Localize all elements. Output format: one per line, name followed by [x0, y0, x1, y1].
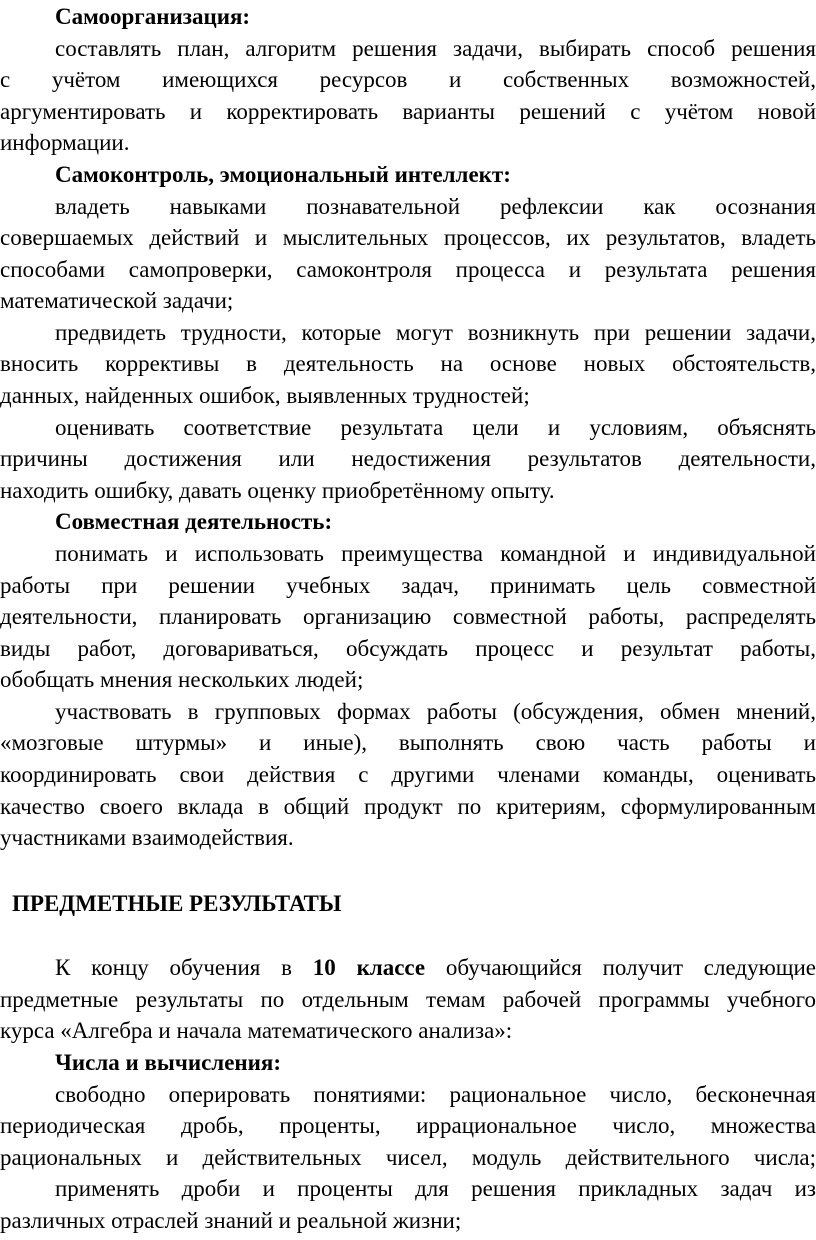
text-line: курса «Алгебра и начала математического анализа»: [0, 1018, 513, 1044]
intro-grade: 10 классе [312, 955, 426, 981]
text-line: участвовать в групповых формах работы (обсуждения, обмен мнений, [55, 698, 816, 724]
text-line: деятельности, планировать организацию совместной работы, распределять [0, 604, 816, 630]
heading-joint-activity: Совместная деятельность: [55, 509, 333, 535]
text-line: с учётом имеющихся ресурсов и собственных возможностей, [0, 67, 816, 93]
intro-line [0, 951, 816, 985]
text-line: понимать и использовать преимущества командной и индивидуальной [55, 540, 816, 566]
text-line: рациональных и действительных чисел, модуль действительного числа; [0, 1144, 816, 1170]
text-line: информации. [0, 130, 130, 156]
text-line: работы при решении учебных задач, принимать цель совместной [0, 572, 816, 598]
text-line: применять дроби и проценты для решения прикладных задач из [55, 1176, 816, 1202]
text-line: математической задачи; [0, 288, 234, 314]
text-line: обобщать мнения нескольких людей; [0, 667, 364, 693]
section-title-subject-results: ПРЕДМЕТНЫЕ РЕЗУЛЬТАТЫ [12, 891, 342, 917]
text-line: свободно оперировать понятиями: рациональное число, бесконечная [55, 1081, 816, 1107]
text-line: способами самопроверки, самоконтроля процесса и результата решения [0, 256, 816, 282]
text-line: находить ошибку, давать оценку приобретённому опыту. [0, 477, 555, 503]
intro-text-c: обучающийся получит следующие [425, 955, 816, 981]
text-line: владеть навыками познавательной рефлексии как осознания [55, 193, 816, 219]
heading-numbers: Числа и вычисления: [55, 1050, 282, 1076]
text-line: вносить коррективы в деятельность на основе новых обстоятельств, [0, 351, 816, 377]
text-line: координировать свои действия с другими членами команды, оценивать [0, 762, 816, 788]
intro-text-a: К концу обучения в [55, 955, 313, 981]
text-line: аргументировать и корректировать варианты решений с учётом новой [0, 98, 816, 124]
text-line: участниками взаимодействия. [0, 825, 294, 851]
text-line: данных, найденных ошибок, выявленных трудностей; [0, 383, 530, 409]
text-line: периодическая дробь, проценты, иррациональное число, множества [0, 1113, 816, 1139]
text-line: виды работ, договариваться, обсуждать процесс и результат работы, [0, 635, 816, 661]
text-line: причины достижения или недостижения результатов деятельности, [0, 446, 816, 472]
text-line: «мозговые штурмы» и иные), выполнять свою часть работы и [0, 730, 816, 756]
text-line: оценивать соответствие результата цели и условиям, объяснять [55, 414, 816, 440]
heading-self-control: Самоконтроль, эмоциональный интеллект: [55, 161, 511, 187]
text-line: различных отраслей знаний и реальной жизни; [0, 1208, 462, 1233]
heading-self-organization: Самоорганизация: [55, 4, 251, 29]
text-line: предметные результаты по отдельным темам рабочей программы учебного [0, 986, 816, 1012]
text-line: качество своего вклада в общий продукт по критериям, сформулированным [0, 793, 816, 819]
text-line: предвидеть трудности, которые могут возникнуть при решении задачи, [55, 319, 816, 345]
text-line: составлять план, алгоритм решения задачи, выбирать способ решения [55, 35, 816, 61]
text-line: совершаемых действий и мыслительных процессов, их результатов, владеть [0, 225, 816, 251]
